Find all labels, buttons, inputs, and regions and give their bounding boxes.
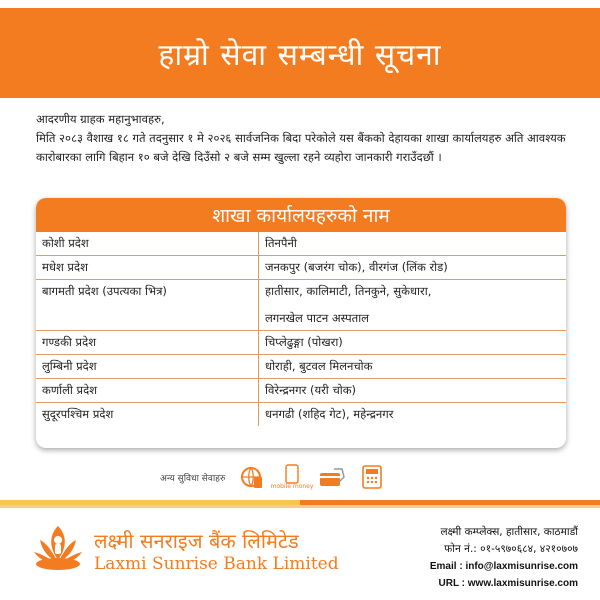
header-banner bbox=[0, 8, 600, 98]
province-cell: मधेश प्रदेश bbox=[36, 256, 259, 280]
notice-body: मिति २०८३ वैशाख १८ गते तदनुसार १ मे २०२६ सार्वजनिक बिदा परेकोले यस बैंकको देहायका शाखा कार्यालयहरु अति आवश्यक कारोबारका लागि बिहान १० बजे देखि दिउँसो २ बजे सम्म खुल्ला रहने व्यहोरा जानकारी गराउँदछौं । bbox=[36, 131, 566, 164]
notice-greeting: आदरणीय ग्राहक महानुभावहरु, bbox=[36, 112, 165, 126]
contact-info bbox=[430, 524, 578, 592]
internet-banking-icon bbox=[239, 464, 265, 490]
province-cell: सुदूरपश्चिम प्रदेश bbox=[36, 403, 259, 427]
mobile-money-icon bbox=[270, 464, 314, 490]
province-cell: कोशी प्रदेश bbox=[36, 232, 259, 256]
branches-cell: धनगढी (शहिद गेट), महेन्द्रनगर bbox=[265, 407, 394, 421]
table-row bbox=[36, 331, 566, 355]
branches-cell bbox=[259, 280, 567, 331]
contact-email: Email : info@laxmisunrise.com bbox=[429, 561, 578, 572]
bank-name bbox=[94, 527, 339, 574]
branches-cell: जनकपुर (बजरंग चोक), वीरगंज (लिंक रोड) bbox=[259, 256, 567, 280]
footer-divider bbox=[0, 500, 600, 510]
contact-url: URL : www.laxmisunrise.com bbox=[438, 578, 578, 589]
branches-cell: विरेन्द्रनगर (यरी चोक) bbox=[259, 379, 567, 403]
province-cell: कर्णाली प्रदेश bbox=[36, 379, 259, 403]
branches-cell: तिनपैनी bbox=[259, 232, 567, 256]
table-row bbox=[36, 403, 566, 427]
bank-name-english: Laxmi Sunrise Bank Limited bbox=[94, 553, 339, 574]
table-row bbox=[36, 379, 566, 403]
branches-line-2: लगनखेल पाटन अस्पताल bbox=[265, 311, 369, 325]
branches-cell: चिप्लेढुङ्गा (पोखरा) bbox=[259, 331, 567, 355]
card-icon bbox=[319, 464, 345, 490]
atm-icon bbox=[359, 464, 385, 490]
table-row bbox=[36, 256, 566, 280]
branches-table bbox=[36, 232, 566, 426]
page-title: हाम्रो सेवा सम्बन्धी सूचना bbox=[158, 37, 442, 73]
branches-card bbox=[36, 198, 566, 448]
contact-phone: फोन नं.: ०१-५९७०६८४, ४२१०७०७ bbox=[444, 543, 578, 555]
table-row bbox=[36, 280, 566, 331]
mobile-money-label: mobile money bbox=[270, 483, 314, 490]
services-label: अन्य सुविधा सेवाहरु bbox=[160, 473, 226, 484]
lakshmi-emblem-icon bbox=[30, 520, 86, 580]
branches-title: शाखा कार्यालयहरुको नाम bbox=[36, 198, 566, 232]
divider-stripe bbox=[0, 505, 600, 508]
notice-text bbox=[36, 110, 576, 167]
contact-address: लक्ष्मी कम्प्लेक्स, हातीसार, काठमाडौं bbox=[440, 526, 578, 538]
bank-logo bbox=[30, 520, 339, 580]
bank-name-nepali: लक्ष्मी सनराइज बैंक लिमिटेड bbox=[94, 528, 299, 553]
table-row bbox=[36, 355, 566, 379]
table-row bbox=[36, 232, 566, 256]
other-services bbox=[160, 462, 385, 492]
province-cell: लुम्बिनी प्रदेश bbox=[36, 355, 259, 379]
province-cell: बागमती प्रदेश (उपत्यका भित्र) bbox=[36, 280, 259, 331]
province-cell: गण्डकी प्रदेश bbox=[36, 331, 259, 355]
branches-cell: धोराही, बुटवल मिलनचोक bbox=[259, 355, 567, 379]
branches-line-1: हातीसार, कालिमाटी, तिनकुने, सुकेधारा, bbox=[265, 284, 432, 298]
